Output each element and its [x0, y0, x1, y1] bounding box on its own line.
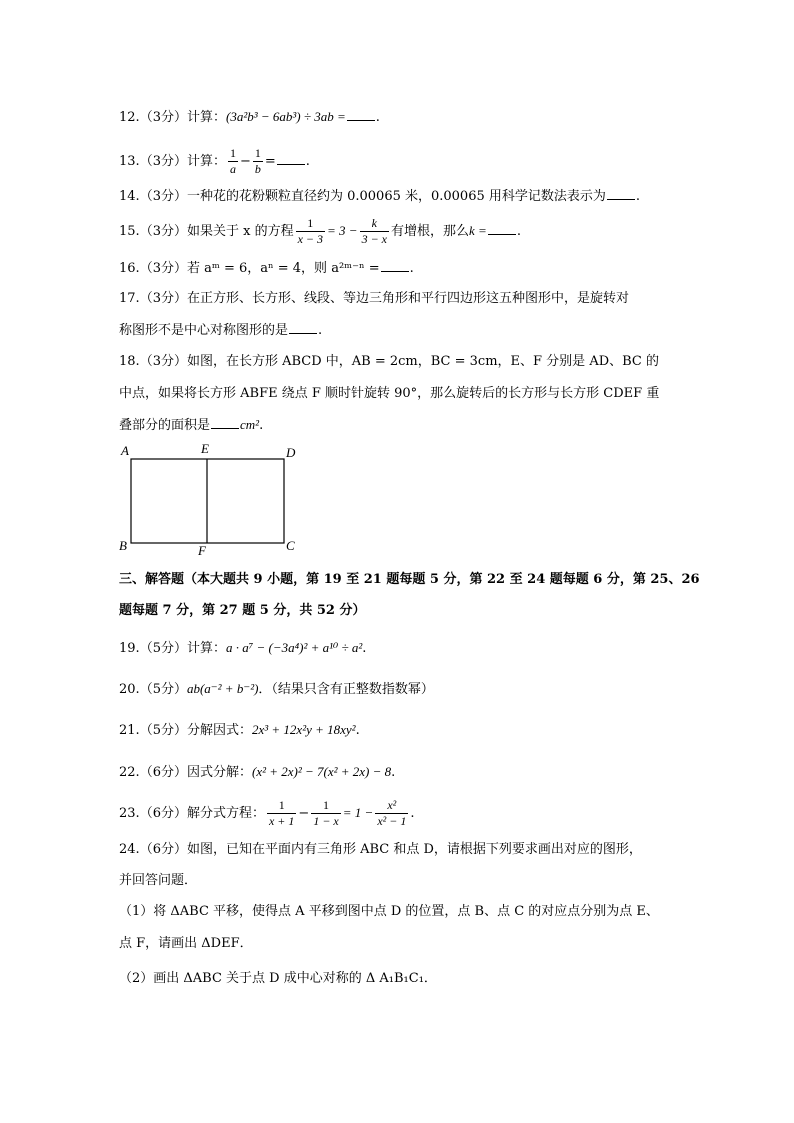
section-heading-text: 三、解答题（本大题共 9 小题，第 19 至 21 题每题 5 分，第 22 至 24 题每题 6 分，第 25、26 [119, 572, 700, 587]
question-13 [119, 145, 310, 179]
numerator: 1 [311, 798, 340, 814]
question-24 [119, 840, 642, 860]
question-text: 如图，已知在平面内有三角形 ABC 和点 D，请根据下列要求画出对应的图形， [186, 842, 642, 857]
question-score: （3分） [139, 110, 187, 125]
fraction [228, 146, 238, 177]
question-score: （3分） [139, 291, 187, 306]
question-number: 21. [119, 723, 140, 738]
question-18-cont [119, 384, 659, 404]
numerator: 1 [254, 146, 261, 160]
label-a: A [121, 443, 129, 458]
question-text: 称图形不是中心对称图形的是 [119, 323, 289, 338]
fraction [311, 798, 340, 829]
answer-blank[interactable] [607, 187, 635, 200]
question-18-cont2 [119, 415, 263, 436]
answer-blank[interactable] [277, 152, 305, 165]
math-expression: ab(a⁻² + b⁻²) [186, 681, 259, 696]
question-text: 分解因式： [186, 723, 252, 738]
question-24-part-1-cont [119, 934, 253, 954]
fraction [375, 798, 408, 829]
question-score: （5分） [139, 723, 187, 738]
numerator: 1 [229, 146, 236, 160]
numerator: k [360, 216, 389, 232]
question-text: 计算： [186, 110, 226, 125]
math-expression: a · a⁷ − (−3a⁴)² + a¹⁰ ÷ a² [225, 640, 363, 655]
rectangle-diagram [119, 443, 309, 558]
section-3-heading [119, 570, 700, 590]
period: . [410, 806, 415, 821]
question-number: 13. [119, 154, 140, 169]
question-score: （3分） [139, 261, 187, 276]
denominator: 1 − x [313, 814, 339, 828]
question-text: 有增根，那么 [391, 224, 470, 239]
period: . [305, 154, 310, 169]
question-text: 并回答问题． [119, 873, 198, 888]
section-3-heading-cont [119, 601, 365, 621]
question-number: 15. [119, 224, 140, 239]
operator: = 1 − [342, 805, 374, 820]
period: . [259, 418, 264, 433]
math-expression: (3a²b³ − 6ab³) ÷ 3ab = [225, 109, 346, 124]
operator: = [264, 154, 276, 169]
question-number: 16. [119, 261, 140, 276]
numerator: x² [375, 798, 408, 814]
label-b: B [119, 538, 127, 553]
question-number: 20. [119, 682, 140, 697]
question-score: （3分） [139, 224, 187, 239]
period: . [409, 261, 414, 276]
question-text: 计算： [186, 641, 226, 656]
operator: − [239, 154, 251, 169]
question-number: 18. [119, 354, 140, 369]
question-score: （5分） [139, 682, 187, 697]
question-17-cont [119, 321, 322, 341]
label-d: D [286, 445, 296, 460]
period: . [375, 110, 380, 125]
question-text: 在正方形、长方形、线段、等边三角形和平行四边形这五种图形中，是旋转对 [186, 291, 629, 306]
question-text: ．（结果只含有正整数指数幂） [258, 682, 434, 697]
question-21 [119, 720, 360, 741]
rectangle-figure [119, 443, 309, 558]
math-expression: 2x³ + 12x²y + 18xy² [251, 722, 356, 737]
answer-blank[interactable] [381, 259, 409, 272]
fraction [253, 146, 263, 177]
period: . [355, 723, 360, 738]
question-score: （6分） [139, 806, 187, 821]
question-23 [119, 795, 414, 832]
question-17 [119, 289, 629, 309]
question-text: 一种花的花粉颗粒直径约为 0.00065 米，0.00065 用科学记数法表示为 [186, 189, 606, 204]
question-score: （3分） [139, 154, 187, 169]
denominator: b [254, 162, 261, 176]
question-number: 12. [119, 110, 140, 125]
question-score: （3分） [139, 354, 187, 369]
answer-blank[interactable] [488, 222, 516, 235]
period: . [391, 765, 396, 780]
question-22 [119, 762, 395, 783]
denominator: x − 3 [297, 232, 324, 246]
period: . [516, 224, 521, 239]
question-12 [119, 107, 380, 128]
question-text: 如果关于 x 的方程 [186, 224, 294, 239]
question-19 [119, 638, 366, 659]
question-number: 23. [119, 806, 140, 821]
question-text: 计算： [186, 154, 226, 169]
question-text: 解分式方程： [186, 806, 265, 821]
question-number: 19. [119, 641, 140, 656]
question-score: （3分） [139, 189, 187, 204]
question-score: （5分） [139, 641, 187, 656]
answer-blank[interactable] [289, 321, 317, 334]
question-text: 因式分解： [186, 765, 252, 780]
denominator: 3 − x [361, 232, 387, 246]
label-f: F [198, 543, 206, 558]
question-score: （6分） [139, 765, 187, 780]
sub-question-text: 点 F，请画出 ΔDEF． [119, 936, 253, 951]
period: . [635, 189, 641, 204]
question-24-part-2 [119, 969, 437, 989]
question-text: 若 aᵐ = 6，aⁿ = 4，则 a²ᵐ⁻ⁿ = [186, 261, 380, 276]
question-text: 叠部分的面积是 [119, 418, 211, 433]
question-text: 如图，在长方形 ABCD 中，AB = 2cm，BC = 3cm，E、F 分别是 AD、BC 的 [186, 354, 659, 369]
fraction [267, 798, 296, 829]
question-score: （6分） [139, 842, 187, 857]
denominator: a [229, 162, 236, 176]
question-number: 17. [119, 291, 140, 306]
label-c: C [286, 538, 295, 553]
numerator: 1 [296, 216, 325, 232]
question-18 [119, 352, 659, 372]
question-24-cont [119, 871, 197, 891]
question-24-part-1 [119, 902, 659, 922]
math-expression: (x² + 2x)² − 7(x² + 2x) − 8 [251, 764, 392, 779]
question-text: 中点，如果将长方形 ABFE 绕点 F 顺时针旋转 90°，那么旋转后的长方形与长方形 CDEF 重 [119, 386, 660, 401]
question-20 [119, 679, 434, 700]
denominator: x² − 1 [377, 814, 407, 828]
fraction [360, 216, 389, 247]
period: . [362, 641, 367, 656]
unit: cm² [240, 417, 260, 432]
period: . [318, 323, 323, 338]
question-number: 22. [119, 765, 140, 780]
operator: − [298, 806, 310, 821]
question-15 [119, 213, 521, 250]
label-e: E [201, 441, 209, 456]
question-number: 14. [119, 189, 140, 204]
denominator: x + 1 [268, 814, 295, 828]
question-number: 24. [119, 842, 140, 857]
variable: k = [469, 223, 487, 238]
fraction [296, 216, 325, 247]
answer-blank[interactable] [347, 108, 375, 121]
numerator: 1 [267, 798, 296, 814]
question-14 [119, 187, 640, 207]
sub-question-text: （1）将 ΔABC 平移，使得点 A 平移到图中点 D 的位置，点 B、点 C 的对应点分别为点 E、 [119, 904, 659, 919]
answer-blank[interactable] [211, 416, 239, 429]
sub-question-text: （2）画出 ΔABC 关于点 D 成中心对称的 Δ A₁B₁C₁． [119, 971, 437, 986]
question-16 [119, 259, 414, 279]
section-heading-text: 题每题 7 分，第 27 题 5 分，共 52 分） [119, 603, 366, 618]
operator: = 3 − [327, 223, 358, 238]
